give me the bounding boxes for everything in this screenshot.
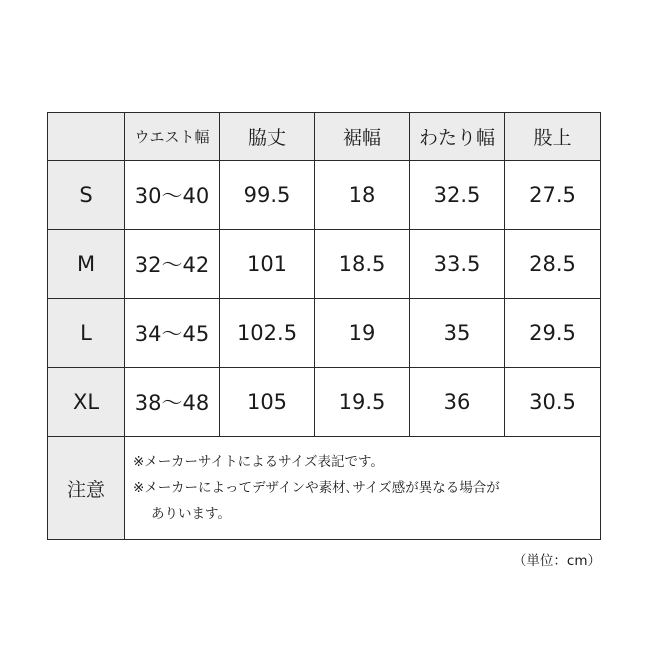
table-cell: 18.5 xyxy=(315,230,410,299)
size-table xyxy=(47,112,601,540)
table-cell: 30.5 xyxy=(505,368,601,437)
col-header-thigh-width: わたり幅 xyxy=(410,113,505,161)
table-cell: 30〜40 xyxy=(125,161,220,230)
size-label: XL xyxy=(48,368,125,437)
note-row xyxy=(48,437,601,540)
size-label: M xyxy=(48,230,125,299)
table-cell: 32〜42 xyxy=(125,230,220,299)
table-row xyxy=(48,299,601,368)
table-cell: 33.5 xyxy=(410,230,505,299)
note-text xyxy=(125,437,601,540)
table-cell: 36 xyxy=(410,368,505,437)
table-row xyxy=(48,230,601,299)
col-header-waist: ウエスト幅 xyxy=(125,113,220,161)
note-line: ありいます。 xyxy=(151,506,231,522)
table-row xyxy=(48,368,601,437)
size-label: S xyxy=(48,161,125,230)
table-cell: 99.5 xyxy=(220,161,315,230)
header-row xyxy=(48,113,601,161)
col-header-hem-width: 裾幅 xyxy=(315,113,410,161)
table-cell: 19.5 xyxy=(315,368,410,437)
table-cell: 19 xyxy=(315,299,410,368)
table-cell: 38〜48 xyxy=(125,368,220,437)
table-row xyxy=(48,161,601,230)
table-cell: 32.5 xyxy=(410,161,505,230)
corner-cell xyxy=(48,113,125,161)
size-label: L xyxy=(48,299,125,368)
table-cell: 105 xyxy=(220,368,315,437)
note-line: ※メーカーによってデザインや素材､サイズ感が異なる場合が xyxy=(133,480,500,496)
note-label: 注意 xyxy=(48,437,125,540)
table-cell: 27.5 xyxy=(505,161,601,230)
table-cell: 102.5 xyxy=(220,299,315,368)
table-cell: 29.5 xyxy=(505,299,601,368)
table-cell: 35 xyxy=(410,299,505,368)
table-cell: 34〜45 xyxy=(125,299,220,368)
table-cell: 28.5 xyxy=(505,230,601,299)
col-header-rise: 股上 xyxy=(505,113,601,161)
unit-note: （単位：cm） xyxy=(512,553,601,569)
note-line: ※メーカーサイトによるサイズ表記です。 xyxy=(133,454,384,470)
table-cell: 18 xyxy=(315,161,410,230)
col-header-side-length: 脇丈 xyxy=(220,113,315,161)
table-cell: 101 xyxy=(220,230,315,299)
